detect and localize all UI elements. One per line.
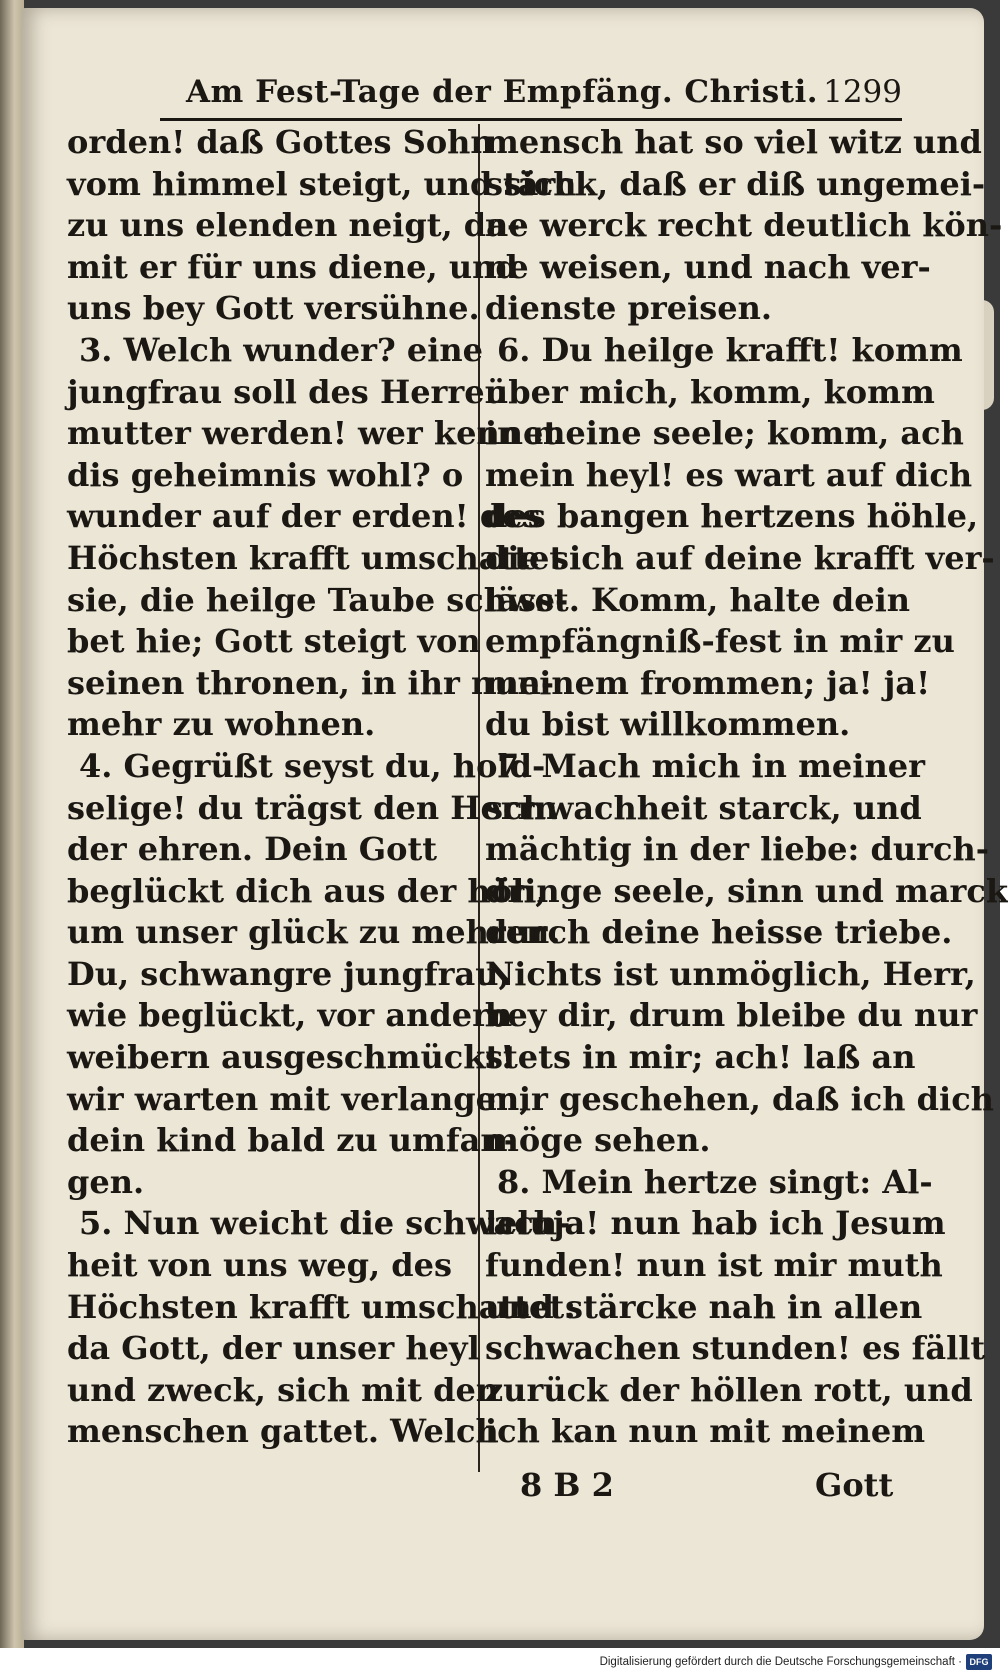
right-column-line: ne werck recht deutlich kön- — [485, 206, 1003, 245]
right-column-line: empfängniß-fest in mir zu — [485, 622, 955, 661]
right-column-line: leluja! nun hab ich Jesum — [485, 1204, 946, 1243]
right-column-line: dienste preisen. — [485, 289, 772, 328]
left-column-line: 4. Gegrüßt seyst du, hold- — [79, 746, 546, 785]
right-column-line: möge sehen. — [485, 1121, 711, 1160]
right-column-line: 8. Mein hertze singt: Al- — [497, 1162, 933, 1201]
dfg-logo: DFG — [966, 1654, 992, 1670]
left-column-line: orden! daß Gottes Sohn — [67, 123, 494, 161]
left-column-line: heit von uns weg, des — [67, 1246, 453, 1285]
page-header — [160, 70, 902, 121]
right-column-line: mir geschehen, daß ich dich — [485, 1079, 994, 1118]
right-column-line: über mich, komm, komm — [485, 372, 935, 411]
left-column-line: wir warten mit verlangen, — [67, 1079, 531, 1118]
right-column-line: ich kan nun mit meinem — [485, 1412, 926, 1451]
right-column-line: stets in mir; ach! laß an — [485, 1038, 916, 1077]
left-column-line: da Gott, der unser heyl — [67, 1329, 480, 1368]
right-column-line: zurück der höllen rott, und — [485, 1370, 973, 1409]
left-column-line: dis geheimnis wohl? o — [67, 455, 464, 494]
right-column-line: schwachheit starck, und — [485, 788, 922, 827]
right-column-line: und stärcke nah in allen — [485, 1287, 923, 1326]
left-column-line: bet hie; Gott steigt von — [67, 622, 481, 661]
left-column-line: und zweck, sich mit den — [67, 1370, 500, 1409]
right-column-line: 6. Du heilge krafft! komm — [497, 330, 963, 369]
left-column-line: Höchsten krafft umschattet: — [67, 1287, 576, 1326]
right-column-line: schwachen stunden! es fällt — [485, 1329, 986, 1368]
right-column-line: stärck, daß er diß ungemei- — [485, 164, 986, 203]
right-column-line: bey dir, drum bleibe du nur — [485, 996, 978, 1035]
left-column-line: 5. Nun weicht die schwach- — [79, 1204, 571, 1243]
right-column-line: Nichts ist unmöglich, Herr, — [485, 954, 976, 993]
right-column-line: 7. Mach mich in meiner — [497, 746, 925, 785]
credit-text: Digitalisierung gefördert durch die Deutsche Forschungsgemeinschaft · — [599, 1656, 962, 1668]
left-column-line: uns bey Gott versühne. — [67, 289, 480, 328]
left-column-line: jungfrau soll des Herren — [67, 372, 508, 411]
left-column-line: mit er für uns diene, und — [67, 247, 518, 286]
left-column-line: mehr zu wohnen. — [67, 705, 376, 744]
left-column-line: selige! du trägst den Herrn — [67, 788, 558, 827]
right-column-line: des bangen hertzens höhle, — [485, 497, 979, 536]
left-column-line: zu uns elenden neigt, da- — [67, 206, 521, 245]
left-column-line: menschen gattet. Welch — [67, 1412, 499, 1451]
left-column-line: vom himmel steigt, und sich — [67, 164, 577, 203]
signature-mark: 8 B 2 — [520, 1466, 614, 1504]
running-title: Am Fest-Tage der Empfäng. Christi. — [186, 74, 819, 110]
right-column-line: in meine seele; komm, ach — [485, 414, 964, 453]
right-column-line: du bist willkommen. — [485, 705, 851, 744]
left-column-line: wie beglückt, vor andern — [67, 996, 513, 1035]
previous-page-edge — [0, 0, 24, 1648]
left-column-line: seinen thronen, in ihr nun- — [67, 663, 555, 702]
catchword: Gott — [815, 1466, 894, 1504]
left-column — [67, 122, 577, 1453]
left-column-line: 3. Welch wunder? eine — [79, 330, 483, 369]
left-column-line: um unser glück zu mehren. — [67, 913, 561, 952]
page-footer — [0, 1466, 1000, 1506]
left-column-line: Höchsten krafft umschattet — [67, 538, 565, 577]
left-column-line: wunder auf der erden! des — [67, 497, 541, 536]
left-column-line: sie, die heilge Taube schwe- — [67, 580, 569, 619]
right-column-line: ne weisen, und nach ver- — [485, 247, 931, 286]
page-number: 1299 — [823, 74, 902, 110]
left-column-line: der ehren. Dein Gott — [67, 830, 438, 869]
left-column-line: gen. — [67, 1162, 145, 1201]
left-column-line: mutter werden! wer kennet — [67, 414, 559, 453]
left-column-line: dein kind bald zu umfan- — [67, 1121, 517, 1160]
right-column-line: meinem frommen; ja! ja! — [485, 663, 931, 702]
credit-bar — [0, 1648, 1000, 1680]
right-column-line: funden! nun ist mir muth — [485, 1246, 943, 1285]
right-column-line: dringe seele, sinn und marck — [485, 871, 1008, 910]
right-column-line: lässt. Komm, halte dein — [485, 580, 911, 619]
right-column — [485, 122, 1008, 1453]
left-column-line: weibern ausgeschmückt! — [67, 1038, 515, 1077]
right-column-line: mein heyl! es wart auf dich — [485, 455, 973, 494]
left-column-line: Du, schwangre jungfrau, — [67, 954, 510, 993]
right-column-line: mächtig in der liebe: durch- — [485, 830, 989, 869]
right-column-line: die sich auf deine krafft ver- — [485, 538, 995, 577]
right-column-line: mensch hat so viel witz und — [485, 123, 982, 161]
right-column-line: durch deine heisse triebe. — [485, 913, 953, 952]
left-column-line: beglückt dich aus der höh, — [67, 871, 547, 910]
